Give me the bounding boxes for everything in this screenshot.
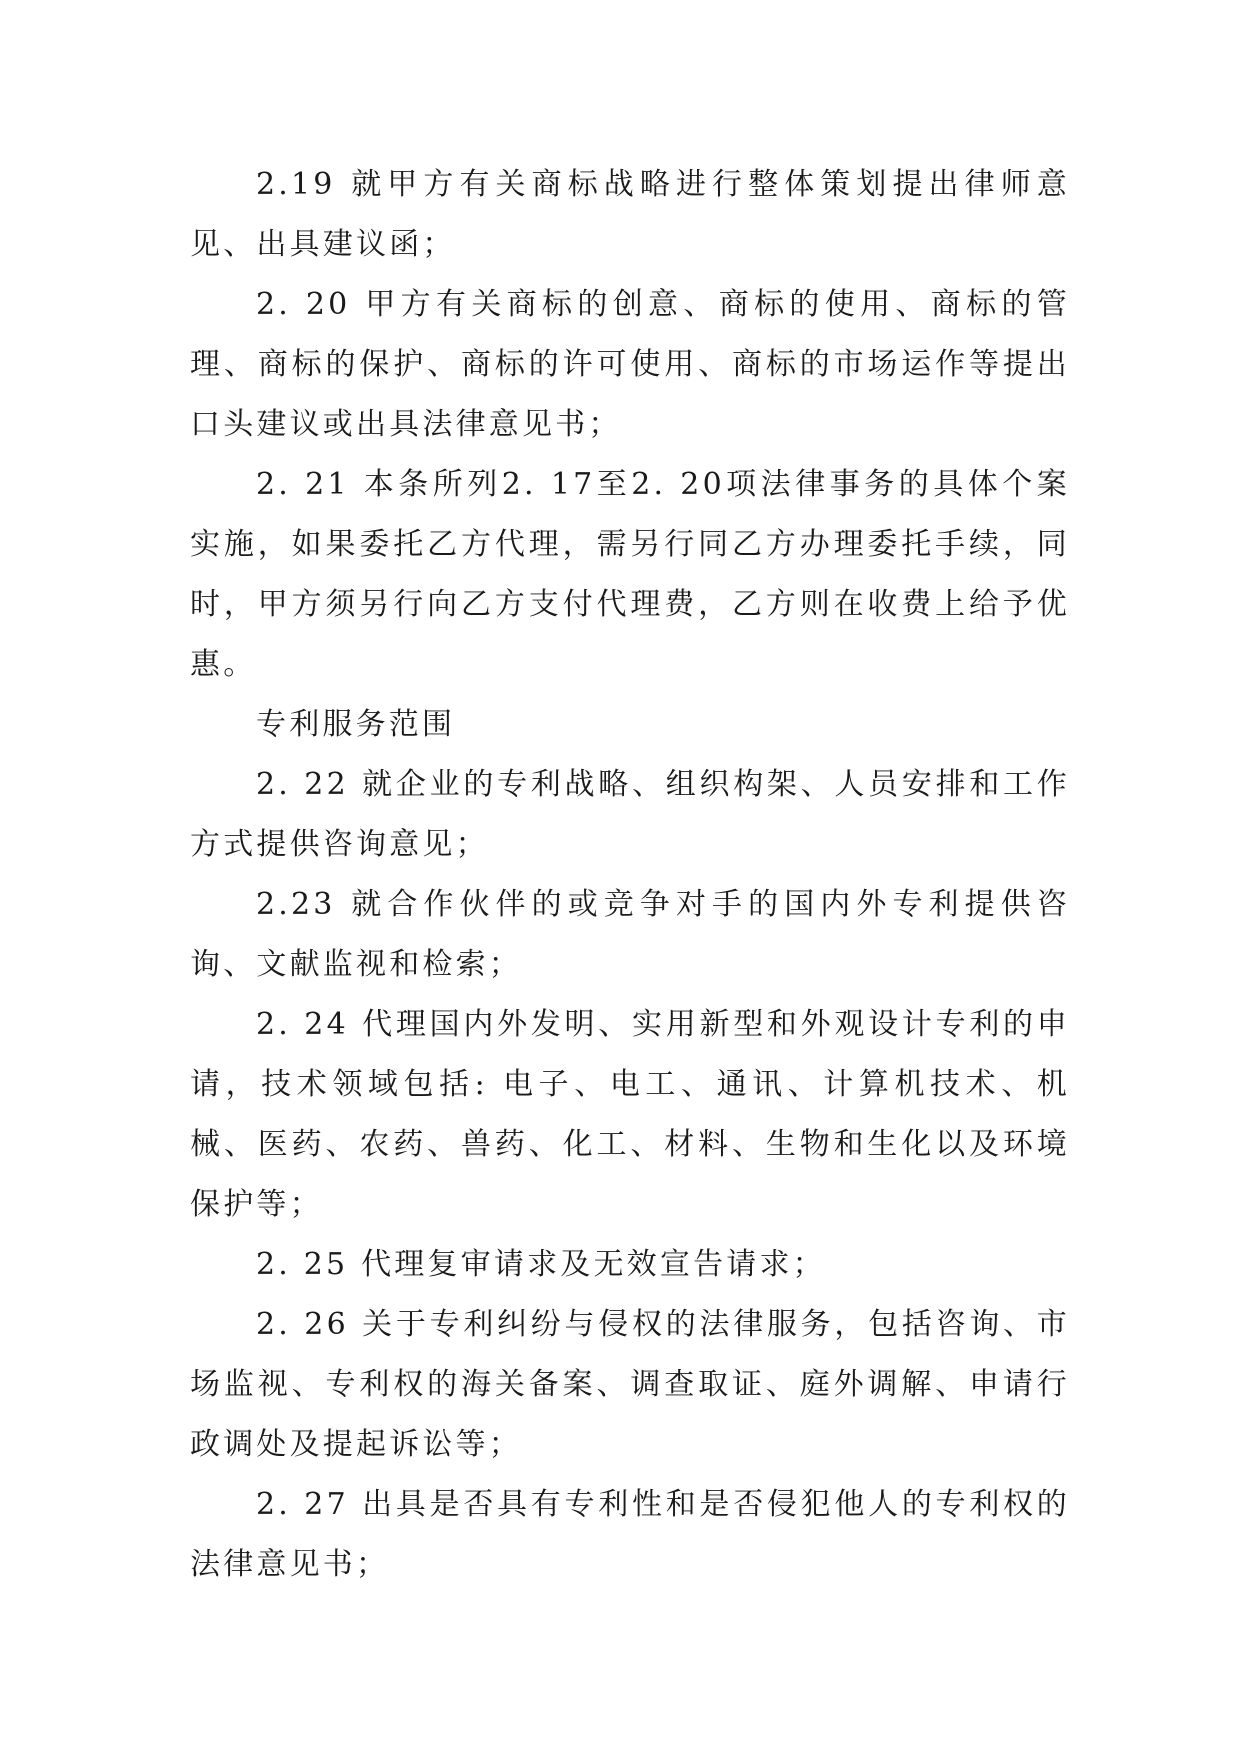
document-body	[190, 155, 1070, 1595]
paragraph-2-23: 2.23 就合作伙伴的或竞争对手的国内外专利提供咨询、文献监视和检索；	[190, 887, 1070, 982]
paragraph-2-26: 2. 26 关于专利纠纷与侵权的法律服务，包括咨询、市场监视、专利权的海关备案、调查取证、庭外调解、申请行政调处及提起诉讼等；	[190, 1307, 1070, 1462]
paragraph-2-24: 2. 24 代理国内外发明、实用新型和外观设计专利的申请，技术领域包括: 电子、电工、通讯、计算机技术、机械、医药、农药、兽药、化工、材料、生物和生化以及环境保护等；	[190, 1007, 1070, 1222]
paragraph-2-27: 2. 27 出具是否具有专利性和是否侵犯他人的专利权的法律意见书；	[190, 1487, 1070, 1582]
paragraph-2-25: 2. 25 代理复审请求及无效宣告请求；	[256, 1247, 826, 1282]
paragraph-2-22: 2. 22 就企业的专利战略、组织构架、人员安排和工作方式提供咨询意见；	[190, 767, 1070, 862]
paragraph-2-19: 2.19 就甲方有关商标战略进行整体策划提出律师意见、出具建议函；	[190, 167, 1070, 262]
section-heading-patent-services: 专利服务范围	[256, 707, 456, 742]
paragraph-2-20: 2. 20 甲方有关商标的创意、商标的使用、商标的管理、商标的保护、商标的许可使用、商标的市场运作等提出口头建议或出具法律意见书；	[190, 287, 1070, 442]
paragraph-2-21: 2. 21 本条所列2. 17至2. 20项法律事务的具体个案实施，如果委托乙方代理，需另行同乙方办理委托手续，同时，甲方须另行向乙方支付代理费，乙方则在收费上给予优惠。	[190, 467, 1070, 682]
